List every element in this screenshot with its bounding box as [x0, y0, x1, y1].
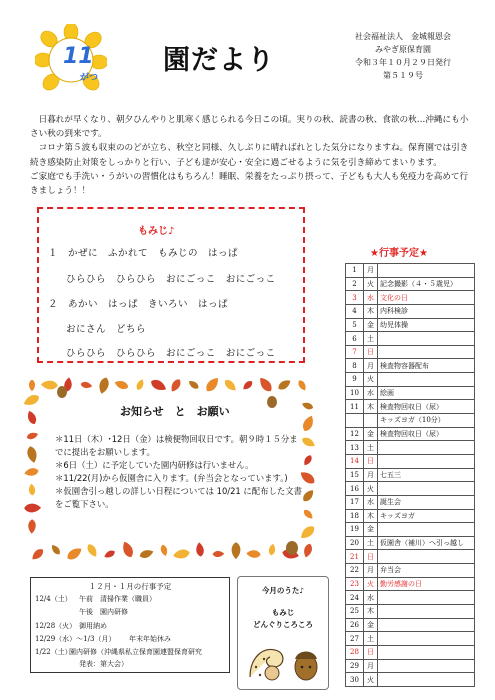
calendar-event — [378, 373, 475, 387]
calendar-weekday: 火 — [364, 673, 378, 687]
calendar-row — [346, 659, 475, 673]
leaf-icon — [50, 543, 62, 556]
calendar-weekday: 金 — [364, 318, 378, 332]
calendar-row — [346, 618, 475, 632]
calendar-weekday — [364, 414, 378, 428]
notice-title: お知らせ と お願い — [120, 405, 230, 418]
calendar-event — [378, 332, 475, 346]
calendar-day: 27 — [346, 632, 364, 646]
calendar-weekday: 水 — [364, 386, 378, 400]
song-title: もみじ — [271, 608, 295, 617]
calendar-weekday: 火 — [364, 577, 378, 591]
calendar-weekday: 火 — [364, 482, 378, 496]
events-title: ★行事予定★ — [370, 248, 428, 259]
calendar-weekday: 木 — [364, 509, 378, 523]
leaf-icon — [22, 393, 41, 408]
calendar-event: 絵画 — [378, 386, 475, 400]
calendar-day: 8 — [346, 359, 364, 373]
issue-date: 令和３年１０月２９日発行 — [355, 58, 451, 67]
leaf-icon — [120, 540, 135, 559]
poem-line: おにさん どちら — [66, 324, 147, 335]
leaf-icon — [301, 414, 316, 433]
calendar-weekday: 月 — [364, 659, 378, 673]
schedule-date: 1/22（土） — [35, 648, 72, 656]
leaf-icon — [246, 550, 261, 559]
calendar-day: 18 — [346, 509, 364, 523]
poem-line: ２ あかい はっぱ きいろい はっぱ — [48, 299, 229, 310]
leaf-icon — [195, 542, 204, 557]
calendar-row — [346, 304, 475, 318]
calendar-day: 17 — [346, 495, 364, 509]
calendar-weekday: 金 — [364, 523, 378, 537]
calendar-weekday: 金 — [364, 618, 378, 632]
calendar-day: 25 — [346, 605, 364, 619]
leaf-icon — [97, 376, 110, 395]
calendar-event — [378, 454, 475, 468]
leaf-icon — [276, 378, 292, 392]
notice-item: ＊11/22(月)から仮園舎に入ります。(弁当会となっています。) — [55, 473, 288, 483]
notice-item: ＊仮園舎引っ越しの詳しい日程については 10/21 に配布した文書をご覧下さい。 — [55, 486, 303, 509]
squirrel-acorn-illustration — [244, 637, 324, 683]
calendar-row — [346, 564, 475, 578]
calendar-day: 4 — [346, 304, 364, 318]
calendar-day: 11 — [346, 400, 364, 414]
poem-line: ひらひら ひらひら おにごっこ おにごっこ — [66, 348, 276, 359]
schedule-event: 御用納め — [79, 622, 107, 630]
calendar-weekday: 土 — [364, 441, 378, 455]
calendar-day: 5 — [346, 318, 364, 332]
calendar-event: 内科検診 — [378, 304, 475, 318]
leaf-icon — [30, 547, 46, 562]
schedule-heading: １２月・１月の行事予定 — [88, 582, 172, 591]
calendar-weekday: 水 — [364, 291, 378, 305]
calendar-row — [346, 577, 475, 591]
leaf-icon — [160, 544, 169, 557]
calendar-event — [378, 591, 475, 605]
calendar-weekday: 火 — [364, 373, 378, 387]
calendar-event — [378, 482, 475, 496]
calendar-row — [346, 277, 475, 291]
notice-body — [55, 433, 305, 511]
calendar-row — [346, 645, 475, 659]
calendar-row — [346, 495, 475, 509]
leaf-icon — [85, 542, 99, 558]
calendar-weekday: 木 — [364, 605, 378, 619]
leaf-icon — [26, 409, 38, 425]
leaf-icon — [301, 401, 314, 411]
calendar-day: 23 — [346, 577, 364, 591]
calendar-day: 19 — [346, 523, 364, 537]
newsletter-title: 園だより — [163, 45, 275, 76]
calendar-event — [378, 605, 475, 619]
calendar-day: 2 — [346, 277, 364, 291]
leaf-icon — [103, 549, 116, 560]
calendar-day: 12 — [346, 427, 364, 441]
calendar-day: 7 — [346, 345, 364, 359]
schedule-event: 午後 園内研修 — [79, 608, 128, 616]
calendar-weekday: 金 — [364, 427, 378, 441]
calendar-row — [346, 345, 475, 359]
calendar-weekday: 月 — [364, 468, 378, 482]
calendar-row — [346, 386, 475, 400]
leaf-icon — [65, 545, 84, 562]
calendar-event: キッズヨガ — [378, 509, 475, 523]
monthly-song-box — [237, 576, 329, 690]
calendar-weekday: 月 — [364, 264, 378, 278]
schedule-event: 園内研修（沖縄県私立保育園連盟保育研究 — [69, 648, 202, 656]
calendar-row — [346, 427, 475, 441]
calendar-day: 3 — [346, 291, 364, 305]
calendar-event — [378, 632, 475, 646]
calendar-day: 1 — [346, 264, 364, 278]
calendar-weekday: 水 — [364, 495, 378, 509]
leaf-icon — [297, 379, 308, 392]
leaf-icon — [268, 543, 276, 556]
leaf-icon — [41, 380, 58, 390]
calendar-day: 24 — [346, 591, 364, 605]
leaf-icon — [26, 445, 39, 464]
calendar-event: 仮園舎（補川）へ引っ越し — [378, 536, 475, 550]
leaf-icon — [26, 431, 39, 440]
calendar-event: キッズヨガ（10分） — [378, 414, 475, 428]
calendar-weekday: 日 — [364, 645, 378, 659]
leaf-icon — [139, 548, 155, 560]
calendar-day: 26 — [346, 618, 364, 632]
calendar-event — [378, 345, 475, 359]
calendar-event — [378, 264, 475, 278]
leaf-icon — [223, 378, 238, 393]
notice-item: ＊11日（木）･12日（金）は検便物回収日です。朝９時１５分までに提出をお願いします。 — [55, 434, 298, 457]
calendar-weekday: 日 — [364, 454, 378, 468]
leaf-icon — [302, 543, 313, 559]
events-calendar — [345, 263, 475, 687]
calendar-row — [346, 673, 475, 687]
calendar-event: 幼児体操 — [378, 318, 475, 332]
song-heading: 今月のうた♪ — [261, 586, 305, 595]
calendar-row — [346, 414, 475, 428]
calendar-weekday: 土 — [364, 632, 378, 646]
school-name: みやぎ原保育園 — [375, 45, 431, 54]
schedule-event: 年末年始休み — [129, 635, 171, 643]
poem-line: １ かぜに ふかれて もみじの はっぱ — [48, 248, 239, 259]
calendar-row — [346, 482, 475, 496]
leaf-icon — [231, 542, 240, 559]
calendar-day: 14 — [346, 454, 364, 468]
calendar-weekday: 月 — [364, 359, 378, 373]
calendar-day: 9 — [346, 373, 364, 387]
month-number: 11 — [63, 44, 94, 69]
calendar-row — [346, 591, 475, 605]
intro-paragraph: 日暮れが早くなり、朝夕ひんやりと肌寒く感じられる今日この頃。実りの秋、読書の秋、食欲の秋…沖縄にも小さい秋の到来です。 — [30, 115, 469, 140]
calendar-day: 29 — [346, 659, 364, 673]
calendar-event: 弁当会 — [378, 564, 475, 578]
calendar-weekday: 木 — [364, 304, 378, 318]
leaf-icon — [28, 519, 36, 534]
calendar-day: 28 — [346, 645, 364, 659]
calendar-event — [378, 645, 475, 659]
calendar-day: 6 — [346, 332, 364, 346]
calendar-day: 30 — [346, 673, 364, 687]
calendar-weekday: 木 — [364, 400, 378, 414]
calendar-weekday: 土 — [364, 332, 378, 346]
calendar-row — [346, 605, 475, 619]
calendar-row — [346, 318, 475, 332]
publisher-info — [333, 30, 473, 82]
issue-number: 第５１９号 — [383, 71, 423, 80]
schedule-date: 12/4（土） — [35, 595, 72, 603]
calendar-weekday: 土 — [364, 536, 378, 550]
leaf-icon — [204, 375, 222, 394]
calendar-row — [346, 441, 475, 455]
calendar-weekday: 日 — [364, 345, 378, 359]
leaf-icon — [257, 375, 274, 394]
schedule-event: 午前 清掃作業（職員） — [79, 595, 156, 603]
calendar-event: 誕生会 — [378, 495, 475, 509]
leaf-icon — [187, 379, 200, 391]
calendar-row — [346, 536, 475, 550]
calendar-row — [346, 454, 475, 468]
poem-title: もみじ♪ — [138, 226, 175, 237]
calendar-row — [346, 400, 475, 414]
calendar-event: 文化の日 — [378, 291, 475, 305]
upcoming-schedule-box — [30, 577, 230, 673]
calendar-day: 10 — [346, 386, 364, 400]
calendar-event: 検査物回収日（尿） — [378, 427, 475, 441]
calendar-event: 記念撮影（４・５歳児） — [378, 277, 475, 291]
leaf-icon — [80, 381, 93, 389]
calendar-day: 15 — [346, 468, 364, 482]
leaf-icon — [241, 379, 254, 391]
calendar-event — [378, 441, 475, 455]
calendar-weekday: 日 — [364, 550, 378, 564]
calendar-row — [346, 509, 475, 523]
calendar-event — [378, 673, 475, 687]
calendar-event — [378, 523, 475, 537]
leaf-icon — [169, 377, 183, 393]
leaf-icon — [172, 548, 190, 560]
leaf-icon — [24, 503, 41, 512]
schedule-date: 12/28（火） — [35, 622, 77, 630]
calendar-row — [346, 332, 475, 346]
intro-paragraph: コロナ第５波も収束ののどが立ち、秋空と同様、久しぶりに晴ればれとした気分になりますね。保育園では引き続き感染防止対策をしっかりと行い、子ども達が安心・安全に過ごせるように気を引き締めてまいります。 — [30, 143, 469, 168]
notice-item: ＊6日（土）に予定していた園内研修は行いません。 — [55, 460, 254, 470]
calendar-day: 22 — [346, 564, 364, 578]
calendar-day: 20 — [346, 536, 364, 550]
schedule-date: 12/29（水）～1/3（月） — [35, 635, 116, 643]
intro-text — [30, 113, 475, 198]
intro-paragraph: ご家庭でも手洗い・うがいの習慣化はもちろん！睡眠、栄養をたっぷり摂って、子どもも大人も免疫力を高めて行きましょう！！ — [30, 171, 469, 197]
calendar-day: 21 — [346, 550, 364, 564]
leaf-icon — [149, 377, 168, 393]
schedule-event: 発表：第大会） — [79, 660, 128, 668]
leaf-icon — [113, 379, 129, 391]
calendar-event — [378, 550, 475, 564]
org-name: 社会福祉法人 金城報恩会 — [355, 32, 451, 41]
leaf-icon — [28, 483, 35, 495]
calendar-day: 16 — [346, 482, 364, 496]
calendar-event — [378, 659, 475, 673]
calendar-row — [346, 523, 475, 537]
calendar-weekday: 月 — [364, 564, 378, 578]
leaf-icon — [135, 378, 145, 391]
calendar-row — [346, 632, 475, 646]
calendar-row — [346, 468, 475, 482]
calendar-day: 13 — [346, 441, 364, 455]
calendar-day — [346, 414, 364, 428]
leaf-icon — [24, 467, 39, 477]
calendar-event: 勤労感謝の日 — [378, 577, 475, 591]
leaf-icon — [298, 524, 317, 542]
calendar-event: 七五三 — [378, 468, 475, 482]
poem-line: ひらひら ひらひら おにごっこ おにごっこ — [66, 274, 276, 285]
calendar-row — [346, 291, 475, 305]
month-unit: がつ — [80, 73, 99, 83]
leaf-icon — [212, 551, 224, 558]
calendar-event: 検査物容器配布 — [378, 359, 475, 373]
calendar-weekday: 水 — [364, 591, 378, 605]
calendar-row — [346, 373, 475, 387]
song-title: どんぐりころころ — [253, 620, 313, 629]
calendar-row — [346, 264, 475, 278]
leaf-icon — [29, 380, 35, 392]
calendar-weekday: 火 — [364, 277, 378, 291]
calendar-row — [346, 359, 475, 373]
calendar-event — [378, 618, 475, 632]
calendar-row — [346, 550, 475, 564]
calendar-event: 検査物回収日（尿） — [378, 400, 475, 414]
